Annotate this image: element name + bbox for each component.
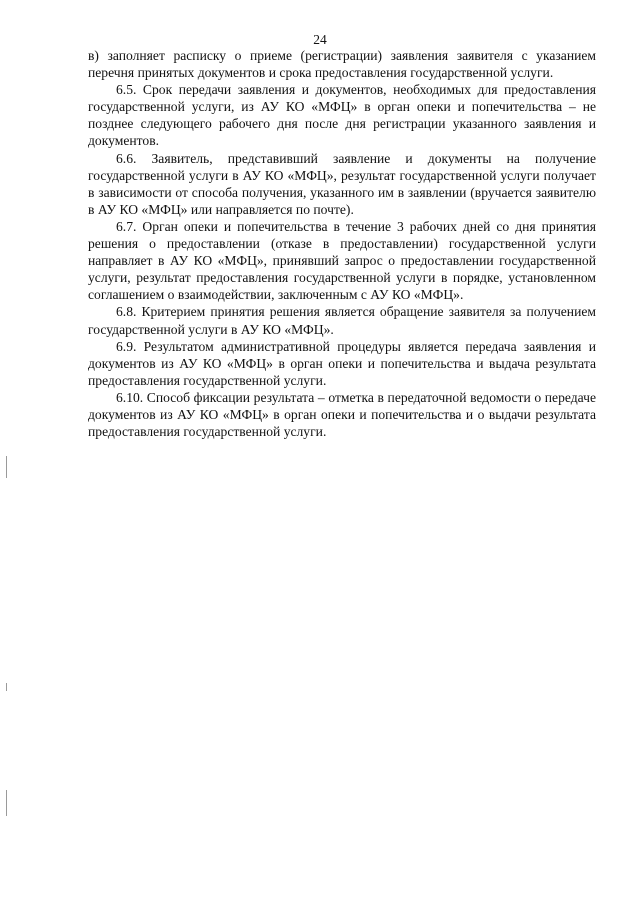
paragraph-6-9: 6.9. Результатом административной процедуры является передача заявления и документов из АУ КО «МФЦ» в орган опеки и попечительства и выдача результата предоставления государственной услуги. [88, 338, 596, 388]
scan-margin-mark [6, 790, 7, 816]
page-number: 24 [313, 32, 327, 47]
paragraph-6-10: 6.10. Способ фиксации результата – отметка в передаточной ведомости о передаче документов из АУ КО «МФЦ» в орган опеки и попечительства и о выдачи результата предоставления государственной услуги. [88, 389, 596, 440]
paragraph-6-6: 6.6. Заявитель, представивший заявление и документы на получение государственной услуги в АУ КО «МФЦ», результат государственной услуги получает в зависимости от способа получения, указанного им в заявлении (вручается заявителю в АУ КО «МФЦ» или направляется по почте). [88, 150, 596, 217]
scan-margin-mark [6, 683, 7, 691]
paragraph-item-v: в) заполняет расписку о приеме (регистрации) заявления заявителя с указанием перечня принятых документов и срока предоставления государственной услуги. [88, 48, 596, 81]
document-body [88, 47, 596, 440]
paragraph-6-5: 6.5. Срок передачи заявления и документов, необходимых для предоставления государственной услуги, из АУ КО «МФЦ» в орган опеки и попечительства – не позднее следующего рабочего дня после дня регистрации указанного заявления и документов. [88, 82, 596, 149]
paragraph-6-7: 6.7. Орган опеки и попечительства в течение 3 рабочих дней со дня принятия решения о предоставлении (отказе в предоставлении) государственной услуги направляет в АУ КО «МФЦ», принявший запрос о предоставлении государственной услуги, результат предоставления государственной услуги в порядке, установленном соглашением о взаимодействии, заключенным с АУ КО «МФЦ». [88, 218, 596, 303]
scan-margin-mark [6, 456, 7, 478]
paragraph-6-8: 6.8. Критерием принятия решения является обращение заявителя за получением государственной услуги в АУ КО «МФЦ». [88, 304, 596, 337]
